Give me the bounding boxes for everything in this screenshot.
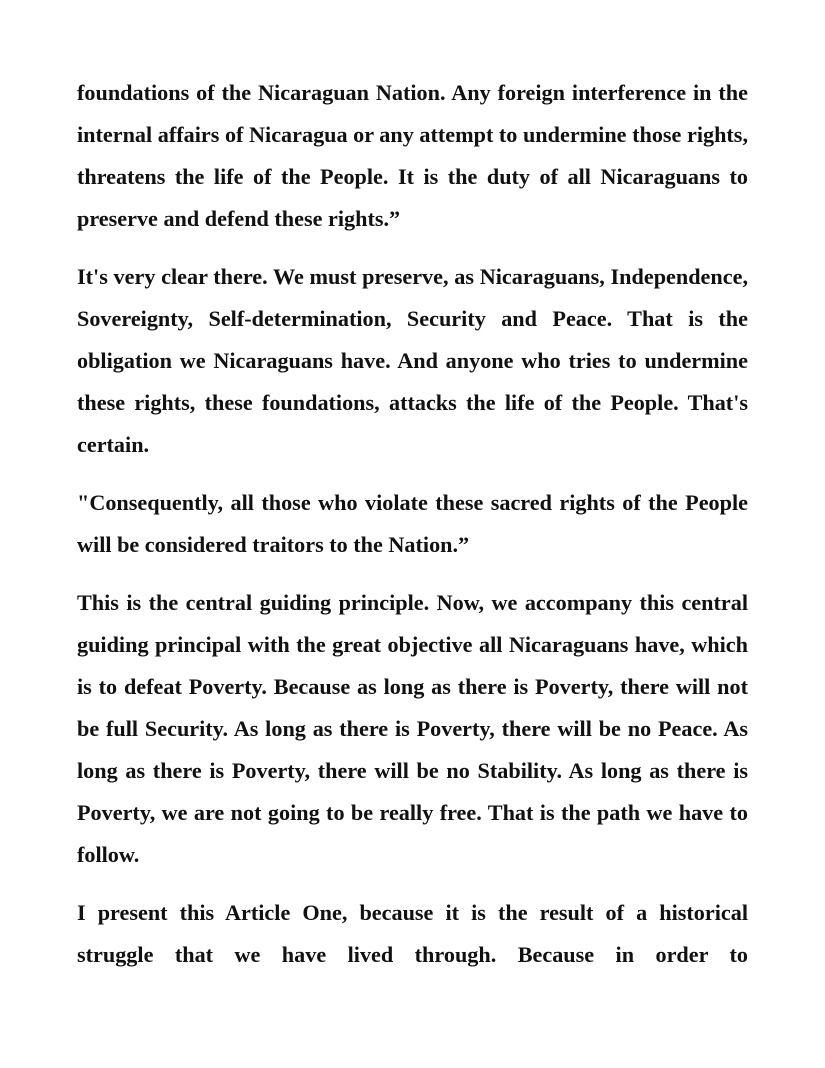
paragraph-4: This is the central guiding principle. Now, we accompany this central guiding principal with the great objective all Nicaraguans have, which is to defeat Poverty. Because as long as there is Poverty, there will not be full Security. As long as there is Poverty, there will be no Peace. As long as there is Poverty, there will be no Stability. As long as there is Poverty, we are not going to be really free. That is the path we have to follow.	[77, 590, 748, 867]
paragraph-5: I present this Article One, because it is the result of a historical struggle that we have lived through. Because in order to	[77, 900, 748, 967]
paragraph-1: foundations of the Nicaraguan Nation. Any foreign interference in the internal affairs of Nicaragua or any attempt to undermine those rights, threatens the life of the People. It is the duty of all Nicaraguans to preserve and defend these rights.”	[77, 80, 748, 231]
paragraph-3: "Consequently, all those who violate these sacred rights of the People will be considered traitors to the Nation.”	[77, 490, 748, 557]
document-page	[77, 72, 748, 992]
paragraph-2: It's very clear there. We must preserve, as Nicaraguans, Independence, Sovereignty, Self-determination, Security and Peace. That is the obligation we Nicaraguans have. And anyone who tries to undermine these rights, these foundations, attacks the life of the People. That's certain.	[77, 264, 748, 457]
